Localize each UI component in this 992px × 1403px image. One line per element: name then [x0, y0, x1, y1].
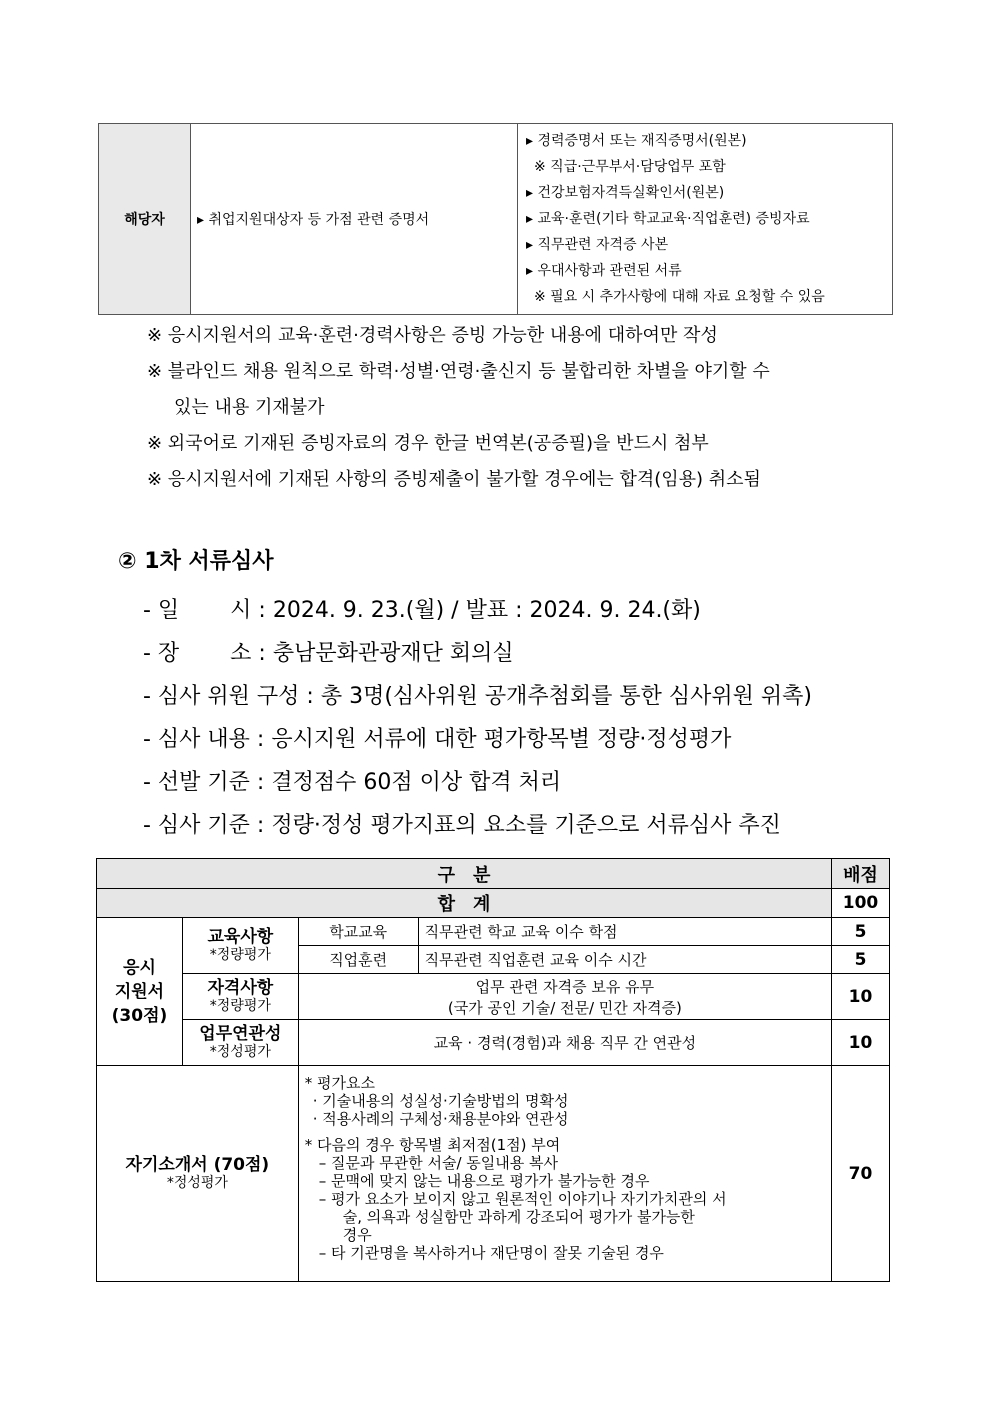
- category-sub: *정량평가: [209, 947, 271, 963]
- group-line: (30점): [111, 1005, 168, 1026]
- desc-line: · 적용사례의 구체성·채용분야와 연관성: [312, 1110, 569, 1128]
- header-score: 배점: [832, 859, 890, 889]
- evaluation-criteria-table: [96, 858, 890, 1282]
- cert-desc-line: 업무 관련 자격증 보유 유무: [475, 977, 655, 996]
- note: ※ 블라인드 채용 원칙으로 학력·성별·연령·출신지 등 불합리한 차별을 야기할 수: [147, 361, 770, 382]
- doc-line: ▸ 교육·훈련(기타 학교교육·직업훈련) 증빙자료: [526, 211, 810, 227]
- category-title: 자격사항: [207, 978, 274, 998]
- section-title: ② 1차 서류심사: [118, 549, 274, 574]
- doc-line: ▸ 건강보험자격득실확인서(원본): [526, 185, 725, 201]
- job-score: 10: [832, 1020, 890, 1066]
- note-continued: 있는 내용 기재불가: [174, 397, 325, 418]
- desc-line: * 평가요소: [304, 1074, 375, 1092]
- cert-score: 10: [832, 974, 890, 1020]
- total-score: 100: [832, 889, 890, 918]
- edu-score: 5: [832, 946, 890, 974]
- desc-line: * 다음의 경우 항목별 최저점(1점) 부여: [304, 1136, 561, 1154]
- self-intro-category: [97, 1066, 299, 1282]
- desc-line: – 문맥에 맞지 않는 내용으로 평가가 불가능한 경우: [318, 1172, 650, 1190]
- group-line: 응시: [123, 957, 156, 978]
- edu-score: 5: [832, 918, 890, 946]
- edu-desc: 직무관련 학교 교육 이수 학점: [418, 918, 831, 946]
- doc-line: ▸ 우대사항과 관련된 서류: [526, 263, 682, 279]
- note: ※ 외국어로 기재된 증빙자료의 경우 한글 번역본(공증필)을 반드시 첨부: [147, 433, 709, 454]
- cert-desc-line: (국가 공인 기술/ 전문/ 민간 자격증): [447, 998, 682, 1017]
- doc-line: ▸ 직무관련 자격증 사본: [526, 237, 669, 253]
- note: ※ 응시지원서에 기재된 사항의 증빙제출이 불가할 경우에는 합격(임용) 취소됨: [147, 469, 761, 490]
- desc-line: – 타 기관명을 복사하거나 재단명이 잘못 기술된 경우: [318, 1244, 664, 1262]
- category-title: 자기소개서 (70점): [125, 1155, 270, 1175]
- edu-type: 직업훈련: [298, 946, 418, 974]
- application-group: [97, 918, 183, 1066]
- detail-item: - 장 소 : 충남문화관광재단 회의실: [143, 641, 514, 666]
- cert-desc: [298, 974, 831, 1020]
- self-intro-desc: [298, 1066, 831, 1282]
- screening-details: [143, 595, 812, 853]
- detail-item: - 일 시 : 2024. 9. 23.(월) / 발표 : 2024. 9. 24.(화): [143, 598, 701, 623]
- total-label: 합 계: [97, 889, 832, 918]
- desc-line: 경우: [342, 1226, 372, 1244]
- desc-line: – 평가 요소가 보이지 않고 원론적인 이야기나 자기가치관의 서: [318, 1190, 727, 1208]
- row-label: 해당자: [99, 124, 191, 315]
- self-intro-score: 70: [832, 1066, 890, 1282]
- group-line: 지원서: [114, 981, 165, 1002]
- career-documents-cell: [518, 124, 893, 315]
- category-title: 업무연관성: [199, 1024, 282, 1044]
- desc-line: – 질문과 무관한 서술/ 동일내용 복사: [318, 1154, 559, 1172]
- education-category: [182, 918, 298, 974]
- detail-item: - 심사 내용 : 응시지원 서류에 대한 평가항목별 정량·정성평가: [143, 727, 732, 752]
- bonus-documents-cell: ▸ 취업지원대상자 등 가점 관련 증명서: [191, 124, 518, 315]
- header-category: 구 분: [97, 859, 832, 889]
- notes-list: [147, 318, 907, 498]
- category-sub: *정성평가: [209, 1044, 271, 1060]
- job-desc: 교육 · 경력(경험)과 채용 직무 간 연관성: [298, 1020, 831, 1066]
- detail-item: - 선발 기준 : 결정점수 60점 이상 합격 처리: [143, 770, 562, 795]
- job-relevance-category: [182, 1020, 298, 1066]
- doc-line: ※ 직급·근무부서·담당업무 포함: [534, 159, 726, 175]
- doc-line: ▸ 경력증명서 또는 재직증명서(원본): [526, 133, 747, 149]
- category-sub: *정량평가: [209, 998, 271, 1014]
- required-documents-table: [98, 123, 893, 315]
- certification-category: [182, 974, 298, 1020]
- detail-item: - 심사 기준 : 정량·정성 평가지표의 요소를 기준으로 서류심사 추진: [143, 813, 781, 838]
- category-sub: *정성평가: [166, 1175, 228, 1191]
- edu-desc: 직무관련 직업훈련 교육 이수 시간: [418, 946, 831, 974]
- edu-type: 학교교육: [298, 918, 418, 946]
- desc-line: 술, 의욕과 성실함만 과하게 강조되어 평가가 불가능한: [342, 1208, 695, 1226]
- doc-line: ※ 필요 시 추가사항에 대해 자료 요청할 수 있음: [534, 289, 825, 305]
- note: ※ 응시지원서의 교육·훈련·경력사항은 증빙 가능한 내용에 대하여만 작성: [147, 325, 718, 346]
- category-title: 교육사항: [207, 927, 274, 947]
- desc-line: · 기술내용의 성실성·기술방법의 명확성: [312, 1092, 569, 1110]
- detail-item: - 심사 위원 구성 : 총 3명(심사위원 공개추첨회를 통한 심사위원 위촉): [143, 684, 812, 709]
